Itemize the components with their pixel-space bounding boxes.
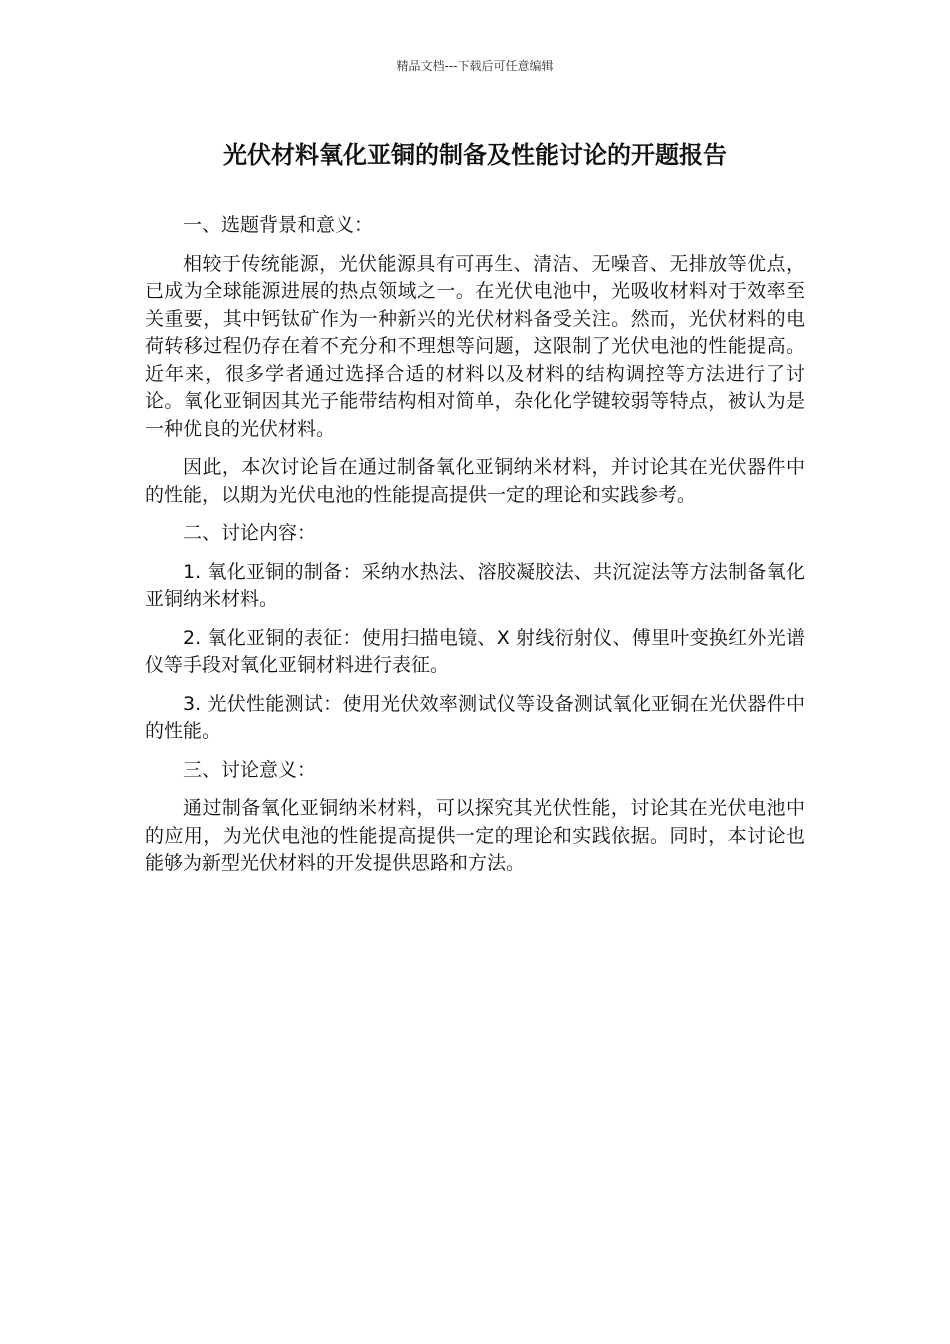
content-item-preparation: 1. 氧化亚铜的制备：采纳水热法、溶胶凝胶法、共沉淀法等方法制备氧化亚铜纳米材料。 [145,560,805,610]
purpose-paragraph: 因此，本次讨论旨在通过制备氧化亚铜纳米材料，并讨论其在光伏器件中的性能，以期为光伏电池的性能提高提供一定的理论和实践参考。 [145,456,805,506]
background-paragraph: 相较于传统能源，光伏能源具有可再生、清洁、无噪音、无排放等优点，已成为全球能源进展的热点领域之一。在光伏电池中，光吸收材料对于效率至关重要，其中钙钛矿作为一种新兴的光伏材料备受关注。然而，光伏材料的电荷转移过程仍存在着不充分和不理想等问题，这限制了光伏电池的性能提高。近年来，很多学者通过选择合适的材料以及材料的结构调控等方法进行了讨论。氧化亚铜因其光子能带结构相对简单，杂化化学键较弱等特点，被认为是一种优良的光伏材料。 [145,252,805,440]
document-title: 光伏材料氧化亚铜的制备及性能讨论的开题报告 [223,141,727,169]
significance-paragraph: 通过制备氧化亚铜纳米材料，可以探究其光伏性能，讨论其在光伏电池中的应用，为光伏电池的性能提高提供一定的理论和实践依据。同时，本讨论也能够为新型光伏材料的开发提供思路和方法。 [145,797,805,874]
section-heading-content: 二、讨论内容： [183,522,317,544]
section-heading-significance: 三、讨论意义： [183,758,317,781]
content-item-performance-test: 3. 光伏性能测试：使用光伏效率测试仪等设备测试氧化亚铜在光伏器件中的性能。 [145,692,805,742]
section-heading-background: 一、选题背景和意义： [183,214,374,236]
content-item-characterization: 2. 氧化亚铜的表征：使用扫描电镜、X 射线衍射仪、傅里叶变换红外光谱仪等手段对氧化亚铜材料进行表征。 [145,626,805,676]
document-body [145,212,805,889]
page-header: 精品文档---下载后可任意编辑 [396,59,554,73]
